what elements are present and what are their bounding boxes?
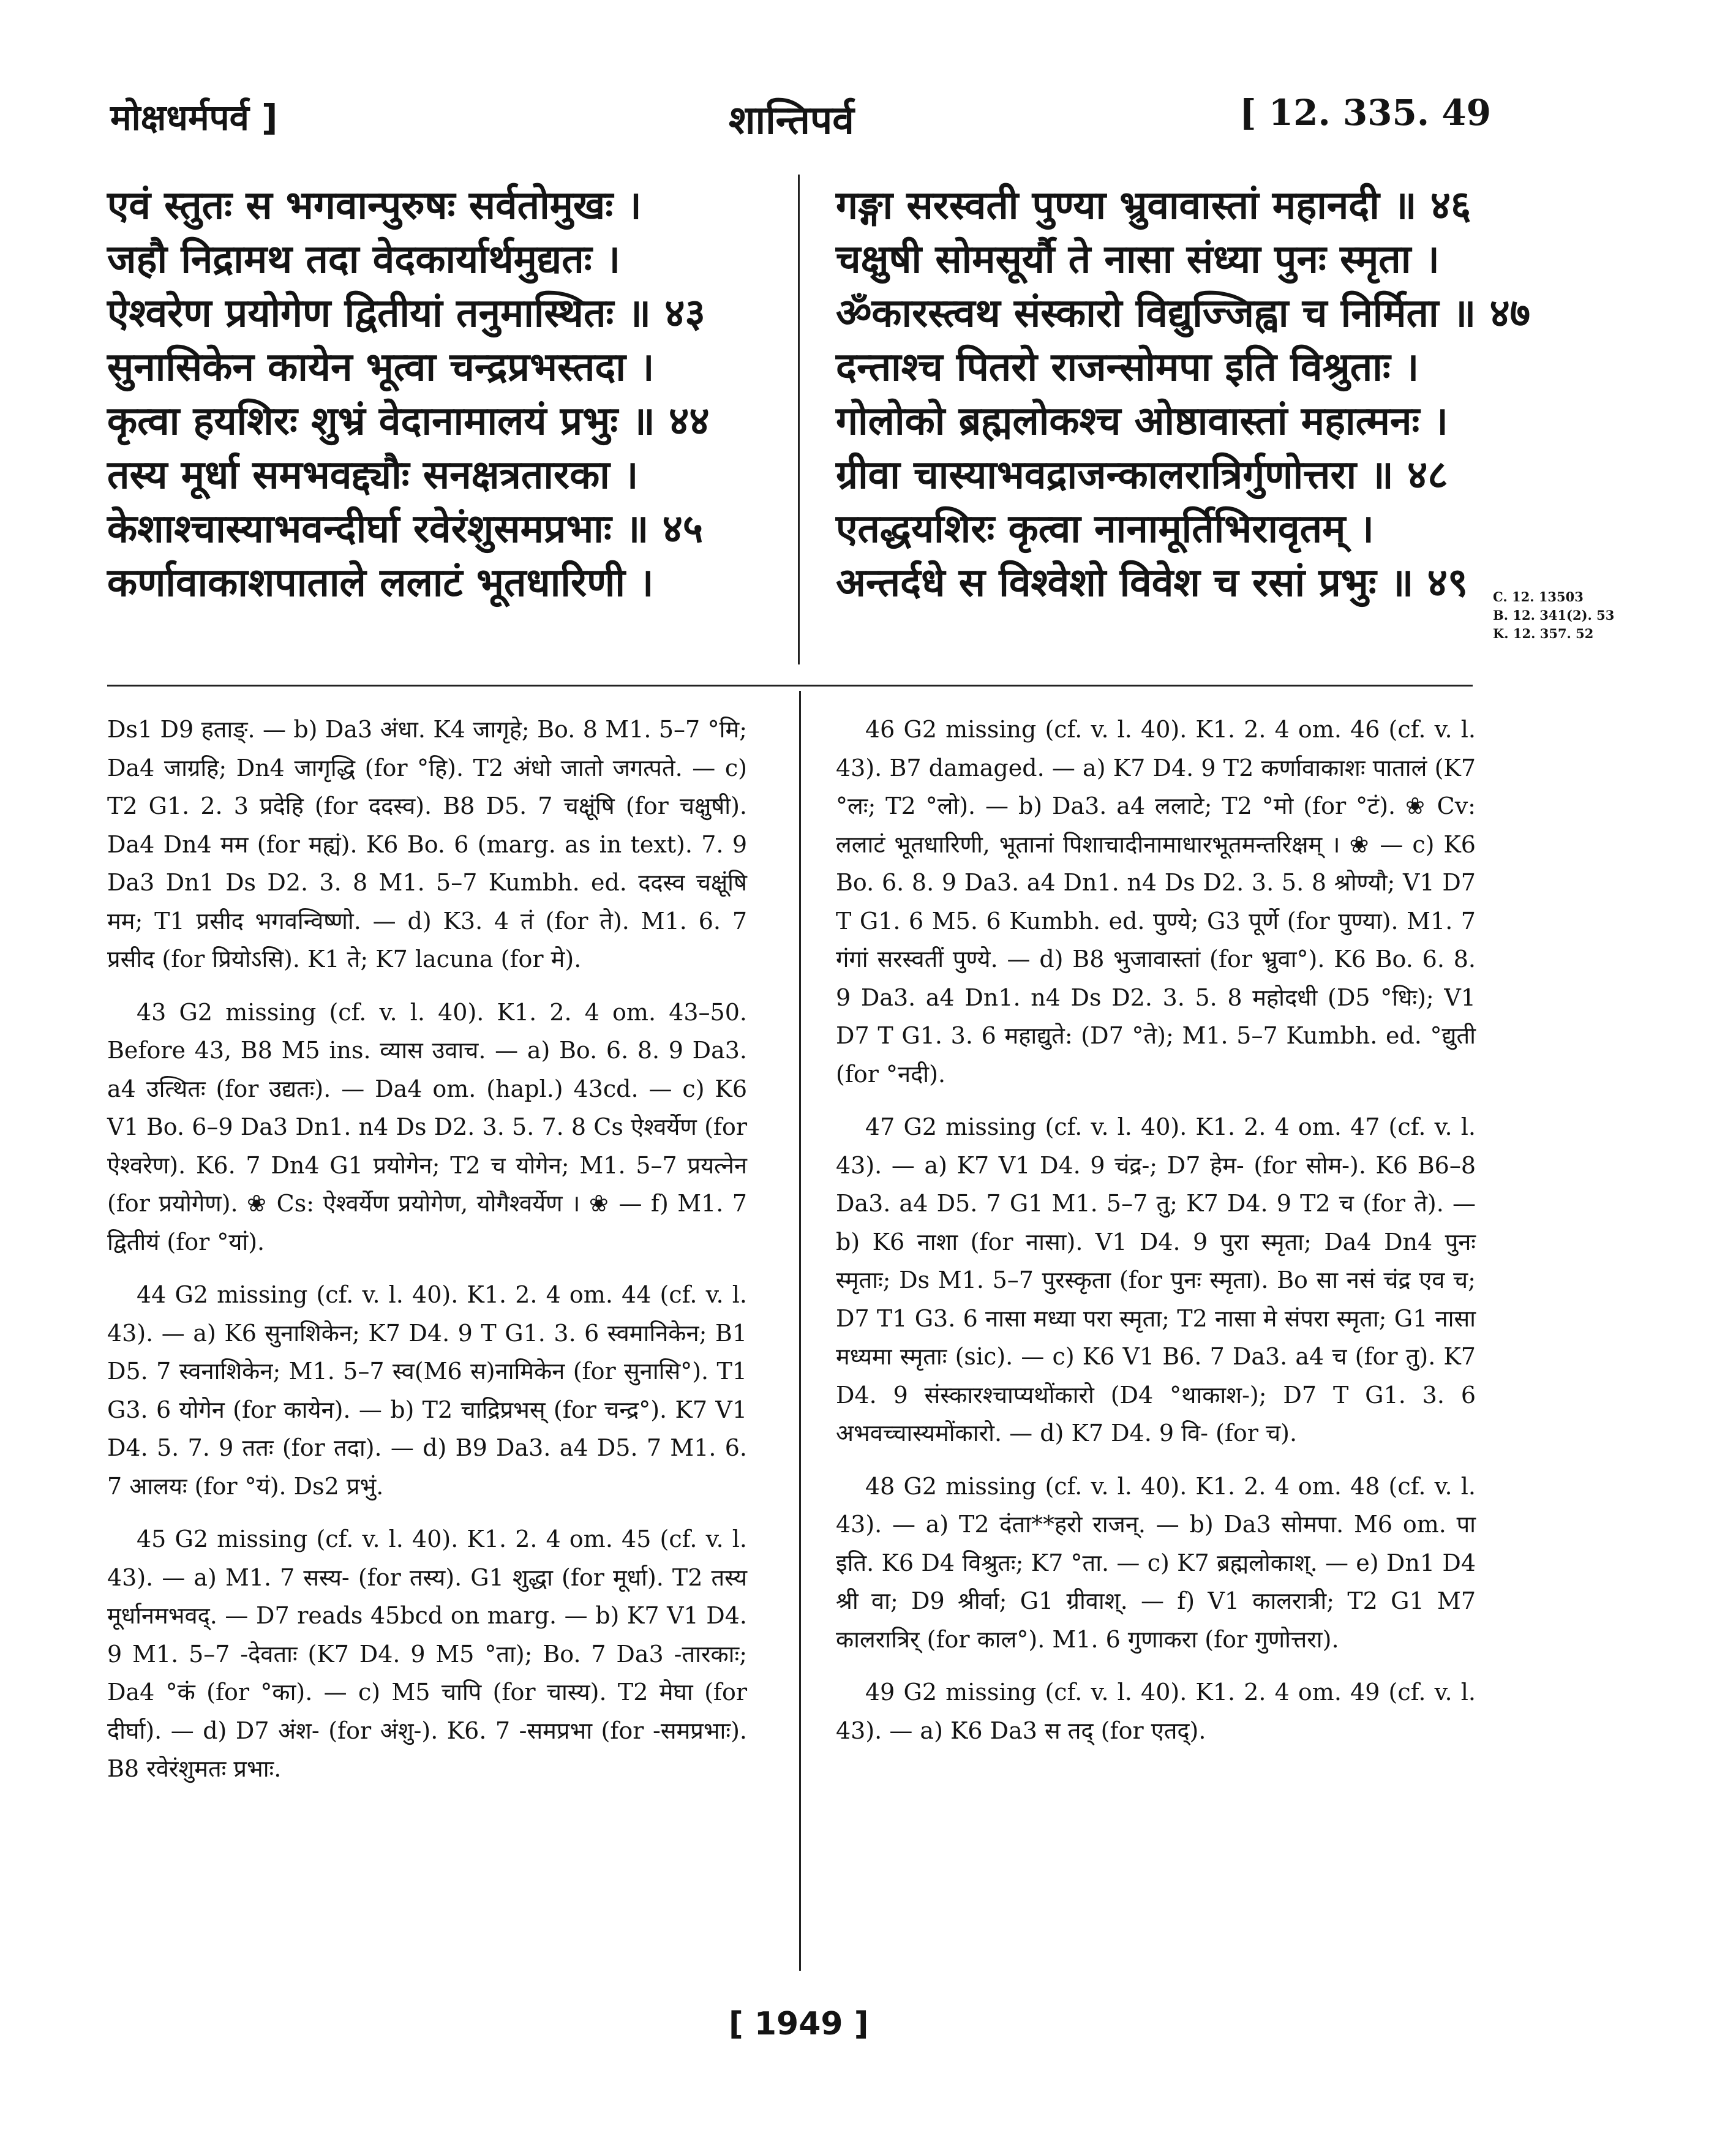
verse-line: जहौ निद्रामथ तदा वेदकार्यार्थमुद्यतः । — [107, 237, 621, 282]
page-number: [ 1949 ] — [729, 2006, 869, 2042]
note-paragraph: 44 G2 missing (cf. v. l. 40). K1. 2. 4 om. 44 (cf. v. l. 43). — a) K6 सुनाशिकेन; K7 D4. 9 T G1. 3. 6 स्वमानिकेन; B1 D5. 7 स्वनाशिकेन; M1. 5–7 स्व(M6 स)नामिकेन (for सुनासि°). T1 G3. 6 योगेन (for कायेन). — b) T2 चाद्रिप्रभस् (for चन्द्र°). K7 V1 D4. 5. 7. 9 ततः (for तदा). — d) B9 Da3. a4 D5. 7 M1. 6. 7 आलयः (for °यं). Ds2 प्रभुं. — [107, 1281, 747, 1500]
note-paragraph: 46 G2 missing (cf. v. l. 40). K1. 2. 4 om. 46 (cf. v. l. 43). B7 damaged. — a) K7 D4. 9 T2 कर्णावाकाशः पातालं (K7 °लः; T2 °लो). — b) Da3. a4 ललाटे; T2 °मो (for °टं). ❀ Cv: ललाटं भूतधारिणी, भूतानां पिशाचादीनामाधारभूतमन्तरिक्षम् । ❀ — c) K6 Bo. 6. 8. 9 Da3. a4 Dn1. n4 Ds D2. 3. 5. 8 श्रोण्यौ; V1 D7 T G1. 6 M5. 6 Kumbh. ed. पुण्ये; G3 पूर्णे (for पुण्या). M1. 7 गंगां सरस्वतीं पुण्ये. — d) B8 भुजावास्तां (for भ्रुवा°). K6 Bo. 6. 8. 9 Da3. a4 Dn1. n4 Ds D2. 3. 5. 8 महोदधी (D5 °धिः); V1 D7 T G1. 3. 6 महाद्युते: (D7 °ते); M1. 5–7 Kumbh. ed. °द्युती (for °नदी). — [836, 716, 1476, 1088]
note-paragraph: 48 G2 missing (cf. v. l. 40). K1. 2. 4 om. 48 (cf. v. l. 43). — a) T2 दंता**हरो राजन्. — b) Da3 सोमपा. M6 om. पा इति. K6 D4 विश्रुतः; K7 °ता. — c) K7 ब्रह्मलोकाश्. — e) Dn1 D4 श्री वा; D9 श्रीर्वा; G1 ग्रीवाश्. — f) V1 कालरात्री; T2 G1 M7 कालरात्रिर् (for काल°). M1. 6 गुणाकरा (for गुणोत्तरा). — [836, 1472, 1476, 1653]
margin-ref: K. 12. 357. 52 — [1493, 626, 1594, 641]
verse-reference: [ 12. 335. 49 — [1239, 92, 1491, 134]
notes-column-divider — [799, 691, 801, 1971]
verse-line: गङ्गा सरस्वती पुण्या भ्रुवावास्तां महानदी ॥ ४६ — [836, 183, 1471, 228]
margin-ref: C. 12. 13503 — [1493, 589, 1584, 604]
verse-line: ऐश्वरेण प्रयोगेण द्वितीयां तनुमास्थितः ॥ ४३ — [107, 291, 705, 336]
note-paragraph: 45 G2 missing (cf. v. l. 40). K1. 2. 4 om. 45 (cf. v. l. 43). — a) M1. 7 सस्य- (for तस्य). G1 शुद्धा (for मूर्धा). T2 तस्य मूर्धानमभवद्. — D7 reads 45bcd on marg. — b) K7 V1 D4. 9 M1. 5–7 -देवताः (K7 D4. 9 M5 °ता); Bo. 7 Da3 -तारकाः; Da4 °कं (for °का). — c) M5 चापि (for चास्य). T2 मेघा (for दीर्घा). — d) D7 अंश- (for अंशु-). K6. 7 -समप्रभा (for -समप्रभाः). B8 रवेरंशुमतः प्रभाः. — [107, 1526, 747, 1782]
verse-line: कर्णावाकाशपाताले ललाटं भूतधारिणी । — [107, 560, 654, 606]
margin-references — [1493, 588, 1614, 643]
verse-line: तस्य मूर्धा समभवद्द्यौः सनक्षत्रतारका । — [107, 453, 639, 498]
verse-line: दन्ताश्च पितरो राजन्सोमपा इति विश्रुताः । — [836, 345, 1419, 390]
verses-left-column — [107, 179, 781, 610]
margin-ref: B. 12. 341(2). 53 — [1493, 608, 1615, 623]
note-paragraph: 43 G2 missing (cf. v. l. 40). K1. 2. 4 om. 43–50. Before 43, B8 M5 ins. व्यास उवाच. — a) Bo. 6. 8. 9 Da3. a4 उत्थितः (for उद्यतः). — Da4 om. (hapl.) 43cd. — c) K6 V1 Bo. 6–9 Da3 Dn1. n4 Ds D2. 3. 5. 7. 8 Cs ऐश्वर्येण (for ऐश्वरेण). K6. 7 Dn4 G1 प्रयोगेन; T2 च योगेन; M1. 5–7 प्रयत्नेन (for प्रयोगेण). ❀ Cs: ऐश्वर्येण प्रयोगेण, योगैश्वर्येण । ❀ — f) M1. 7 द्वितीयं (for °यां). — [107, 998, 747, 1255]
verse-line: गोलोको ब्रह्मलोकश्च ओष्ठावास्तां महात्मनः । — [836, 399, 1448, 444]
verse-line: केशाश्चास्याभवन्दीर्घा रवेरंशुसमप्रभाः ॥ ४५ — [107, 506, 704, 552]
note-paragraph: Ds1 D9 हताङ्. — b) Da3 अंधा. K4 जागृहे; Bo. 8 M1. 5–7 °मि; Da4 जाग्रहि; Dn4 जागृद्धि (for °हि). T2 अंधो जातो जगत्पते. — c) T2 G1. 2. 3 प्रदेहि (for ददस्व). B8 D5. 7 चक्षूंषि (for चक्षुषी). Da4 Dn4 मम (for मह्यं). K6 Bo. 6 (marg. as in text). 7. 9 Da3 Dn1 Ds D2. 3. 8 M1. 5–7 Kumbh. ed. ददस्व चक्षूंषि मम; T1 प्रसीद भगवन्विष्णो. — d) K3. 4 तं (for ते). M1. 6. 7 प्रसीद (for प्रियोऽसि). K1 ते; K7 lacuna (for मे). — [107, 716, 747, 973]
verses-right-column — [836, 179, 1531, 610]
verse-line: एवं स्तुतः स भगवान्पुरुषः सर्वतोमुखः । — [107, 183, 642, 228]
section-title-left: मोक्षधर्मपर्व ] — [110, 97, 278, 138]
notes-left-column — [107, 710, 747, 1803]
verse-line: कृत्वा हयशिरः शुभ्रं वेदानामालयं प्रभुः ॥ ४४ — [107, 399, 710, 444]
verse-line: अन्तर्दधे स विश्वेशो विवेश च रसां प्रभुः ॥ ४९ — [836, 560, 1468, 606]
verse-line: एतद्धयशिरः कृत्वा नानामूर्तिभिरावृतम् । — [836, 506, 1374, 552]
note-paragraph: 47 G2 missing (cf. v. l. 40). K1. 2. 4 om. 47 (cf. v. l. 43). — a) K7 V1 D4. 9 चंद्र-; D7 हेम- (for सोम-). K6 B6–8 Da3. a4 D5. 7 G1 M1. 5–7 तु; K7 D4. 9 T2 च (for ते). — b) K6 नाशा (for नासा). V1 D4. 9 पुरा स्मृता; Da4 Dn4 पुनः स्मृताः; Ds M1. 5–7 पुरस्कृता (for पुनः स्मृता). Bo सा नसं चंद्र एव च; D7 T1 G3. 6 नासा मध्या परा स्मृता; T2 नासा मे संपरा स्मृता; G1 नासा मध्यमा स्मृताः (sic). — c) K6 V1 B6. 7 Da3. a4 च (for तु). K7 D4. 9 संस्कारश्चाप्यथोंकारो (D4 °थाकाश-); D7 T G1. 3. 6 अभवच्चास्यमोंकारो. — d) K7 D4. 9 वि- (for च). — [836, 1113, 1476, 1447]
verse-line: चक्षुषी सोमसूर्यौ ते नासा संध्या पुनः स्मृता । — [836, 237, 1440, 282]
horizontal-rule — [107, 685, 1473, 687]
verse-line: सुनासिकेन कायेन भूत्वा चन्द्रप्रभस्तदा । — [107, 345, 655, 390]
book-title: शान्तिपर्व — [729, 98, 854, 143]
note-paragraph: 49 G2 missing (cf. v. l. 40). K1. 2. 4 om. 49 (cf. v. l. 43). — a) K6 Da3 स तद् (for एतद्). — [836, 1679, 1476, 1744]
verse-line: ॐकारस्त्वथ संस्कारो विद्युज्जिह्वा च निर्मिता ॥ ४७ — [836, 291, 1531, 336]
notes-right-column — [836, 710, 1476, 1764]
verse-column-divider — [798, 175, 800, 664]
verse-line: ग्रीवा चास्याभवद्राजन्कालरात्रिर्गुणोत्तरा ॥ ४८ — [836, 453, 1448, 498]
